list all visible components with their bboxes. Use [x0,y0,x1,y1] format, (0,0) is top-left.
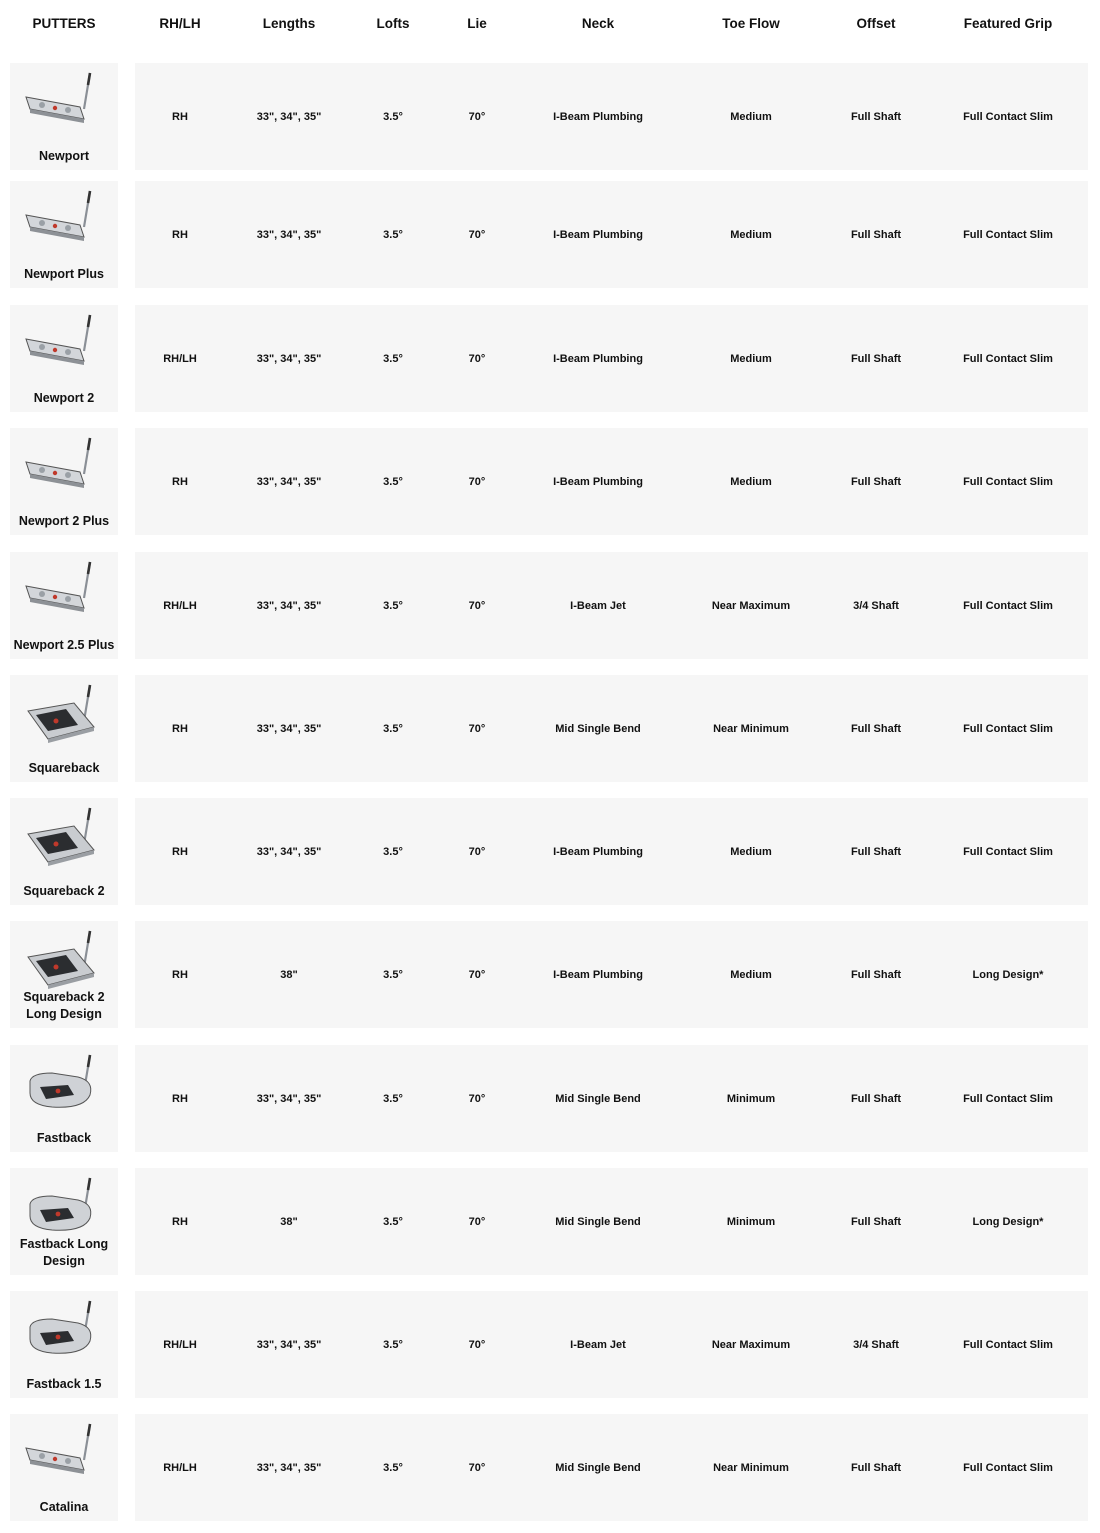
cell-lengths: 33", 34", 35" [256,723,322,735]
cell-neck: I-Beam Plumbing [553,846,643,858]
cell-offset: Full Shaft [850,111,902,123]
cell-lofts: 3.5° [383,229,403,241]
cell-lofts: 3.5° [383,1462,403,1474]
squareback-putter-icon [22,804,106,870]
cell-hand: RH [172,1216,188,1228]
cell-lofts: 3.5° [383,969,403,981]
putter-name: Squareback 2 [23,884,105,898]
blade-putter-icon [22,1420,106,1486]
table-row [0,1045,1100,1152]
cell-lofts: 3.5° [383,111,403,123]
putter-image-cell [10,305,118,412]
cell-offset: 3/4 Shaft [853,600,899,612]
table-row [0,921,1100,1028]
squareback-putter-icon [22,927,106,993]
cell-featured-grip: Full Contact Slim [963,229,1053,241]
cell-offset: Full Shaft [850,846,902,858]
table-row [0,552,1100,659]
cell-lofts: 3.5° [383,1093,403,1105]
header-hand: RH/LH [159,16,201,31]
putter-image-cell [10,552,118,659]
cell-lie: 70° [468,1093,486,1105]
cell-neck: I-Beam Plumbing [553,476,643,488]
cell-offset: Full Shaft [850,1093,902,1105]
cell-neck: I-Beam Plumbing [553,111,643,123]
putter-image-cell [10,1045,118,1152]
table-row [0,798,1100,905]
cell-toe-flow: Medium [730,846,772,858]
header-toe-flow: Toe Flow [722,16,780,31]
table-row [0,63,1100,170]
cell-neck: Mid Single Bend [555,723,641,735]
cell-hand: RH [172,476,188,488]
putter-image-cell [10,63,118,170]
cell-lengths: 33", 34", 35" [256,353,322,365]
putter-name: Newport 2 [33,391,95,405]
blade-putter-icon [22,69,106,135]
cell-hand: RH [172,229,188,241]
cell-lie: 70° [468,969,486,981]
putter-name: Newport 2.5 Plus [13,638,115,652]
cell-offset: Full Shaft [850,969,902,981]
header-lie: Lie [467,16,487,31]
cell-lie: 70° [468,1339,486,1351]
cell-toe-flow: Medium [730,111,772,123]
cell-lie: 70° [468,353,486,365]
cell-toe-flow: Near Maximum [711,1339,791,1351]
header-putters: PUTTERS [32,16,96,31]
cell-lofts: 3.5° [383,1216,403,1228]
cell-hand: RH/LH [163,1339,197,1351]
blade-putter-icon [22,187,106,253]
cell-neck: I-Beam Jet [570,1339,626,1351]
table-row [0,305,1100,412]
cell-lie: 70° [468,723,486,735]
cell-featured-grip: Long Design* [972,969,1044,981]
putter-name: Newport [39,149,89,163]
cell-hand: RH/LH [163,600,197,612]
cell-lie: 70° [468,476,486,488]
putter-image-cell [10,1291,118,1398]
header-featured-grip: Featured Grip [963,16,1053,31]
cell-lofts: 3.5° [383,600,403,612]
cell-featured-grip: Long Design* [972,1216,1044,1228]
cell-lengths: 33", 34", 35" [256,111,322,123]
table-header [0,0,1100,50]
cell-hand: RH [172,1093,188,1105]
cell-hand: RH [172,846,188,858]
putter-name: Fastback 1.5 [26,1377,102,1391]
cell-featured-grip: Full Contact Slim [963,353,1053,365]
cell-hand: RH/LH [163,353,197,365]
putter-name: Squareback [28,761,100,775]
cell-lie: 70° [468,600,486,612]
cell-featured-grip: Full Contact Slim [963,111,1053,123]
cell-lie: 70° [468,846,486,858]
cell-neck: I-Beam Plumbing [553,229,643,241]
cell-hand: RH [172,111,188,123]
putter-image-cell [10,1168,118,1275]
cell-lengths: 33", 34", 35" [256,229,322,241]
putter-image-cell [10,921,118,1028]
blade-putter-icon [22,558,106,624]
putter-image-cell [10,1414,118,1521]
putter-name: Fastback Long Design [19,1237,109,1268]
cell-featured-grip: Full Contact Slim [963,1339,1053,1351]
cell-toe-flow: Minimum [726,1093,776,1105]
blade-putter-icon [22,434,106,500]
cell-lie: 70° [468,1462,486,1474]
putter-name: Newport 2 Plus [18,514,110,528]
cell-offset: Full Shaft [850,1216,902,1228]
cell-toe-flow: Medium [730,353,772,365]
cell-lofts: 3.5° [383,353,403,365]
cell-offset: Full Shaft [850,229,902,241]
table-row [0,181,1100,288]
cell-lofts: 3.5° [383,846,403,858]
fastback-putter-icon [22,1174,106,1240]
cell-offset: Full Shaft [850,476,902,488]
cell-neck: Mid Single Bend [555,1462,641,1474]
cell-toe-flow: Medium [730,476,772,488]
header-lofts: Lofts [376,16,410,31]
putter-image-cell [10,798,118,905]
cell-featured-grip: Full Contact Slim [963,600,1053,612]
cell-lengths: 33", 34", 35" [256,476,322,488]
cell-toe-flow: Medium [730,969,772,981]
cell-featured-grip: Full Contact Slim [963,476,1053,488]
cell-toe-flow: Near Minimum [713,1462,789,1474]
cell-featured-grip: Full Contact Slim [963,1462,1053,1474]
cell-lie: 70° [468,111,486,123]
cell-featured-grip: Full Contact Slim [963,723,1053,735]
table-row [0,1414,1100,1521]
cell-neck: I-Beam Jet [570,600,626,612]
cell-toe-flow: Medium [730,229,772,241]
cell-hand: RH [172,969,188,981]
cell-lofts: 3.5° [383,723,403,735]
cell-neck: I-Beam Plumbing [553,353,643,365]
cell-offset: Full Shaft [850,1462,902,1474]
cell-lofts: 3.5° [383,1339,403,1351]
cell-lengths: 33", 34", 35" [256,1093,322,1105]
cell-lengths: 38" [280,1216,298,1228]
fastback-putter-icon [22,1297,106,1363]
cell-toe-flow: Near Maximum [711,600,791,612]
table-row [0,428,1100,535]
cell-hand: RH/LH [163,1462,197,1474]
putter-image-cell [10,675,118,782]
squareback-putter-icon [22,681,106,747]
putter-name: Catalina [39,1500,89,1514]
cell-offset: Full Shaft [850,723,902,735]
cell-lie: 70° [468,229,486,241]
cell-lengths: 38" [280,969,298,981]
putter-image-cell [10,181,118,288]
cell-lengths: 33", 34", 35" [256,846,322,858]
cell-neck: Mid Single Bend [555,1093,641,1105]
putter-name: Squareback 2 Long Design [23,990,105,1021]
header-offset: Offset [856,16,896,31]
cell-offset: Full Shaft [850,353,902,365]
header-lengths: Lengths [262,16,316,31]
cell-neck: Mid Single Bend [555,1216,641,1228]
cell-toe-flow: Minimum [726,1216,776,1228]
cell-lofts: 3.5° [383,476,403,488]
fastback-putter-icon [22,1051,106,1117]
cell-lengths: 33", 34", 35" [256,1339,322,1351]
table-row [0,1168,1100,1275]
cell-hand: RH [172,723,188,735]
putter-name: Newport Plus [24,267,104,281]
cell-featured-grip: Full Contact Slim [963,1093,1053,1105]
header-neck: Neck [581,16,615,31]
cell-lengths: 33", 34", 35" [256,1462,322,1474]
cell-lie: 70° [468,1216,486,1228]
cell-toe-flow: Near Minimum [713,723,789,735]
cell-neck: I-Beam Plumbing [553,969,643,981]
putter-name: Fastback [36,1131,92,1145]
table-row [0,1291,1100,1398]
table-row [0,675,1100,782]
cell-offset: 3/4 Shaft [853,1339,899,1351]
putter-image-cell [10,428,118,535]
blade-putter-icon [22,311,106,377]
cell-lengths: 33", 34", 35" [256,600,322,612]
cell-featured-grip: Full Contact Slim [963,846,1053,858]
